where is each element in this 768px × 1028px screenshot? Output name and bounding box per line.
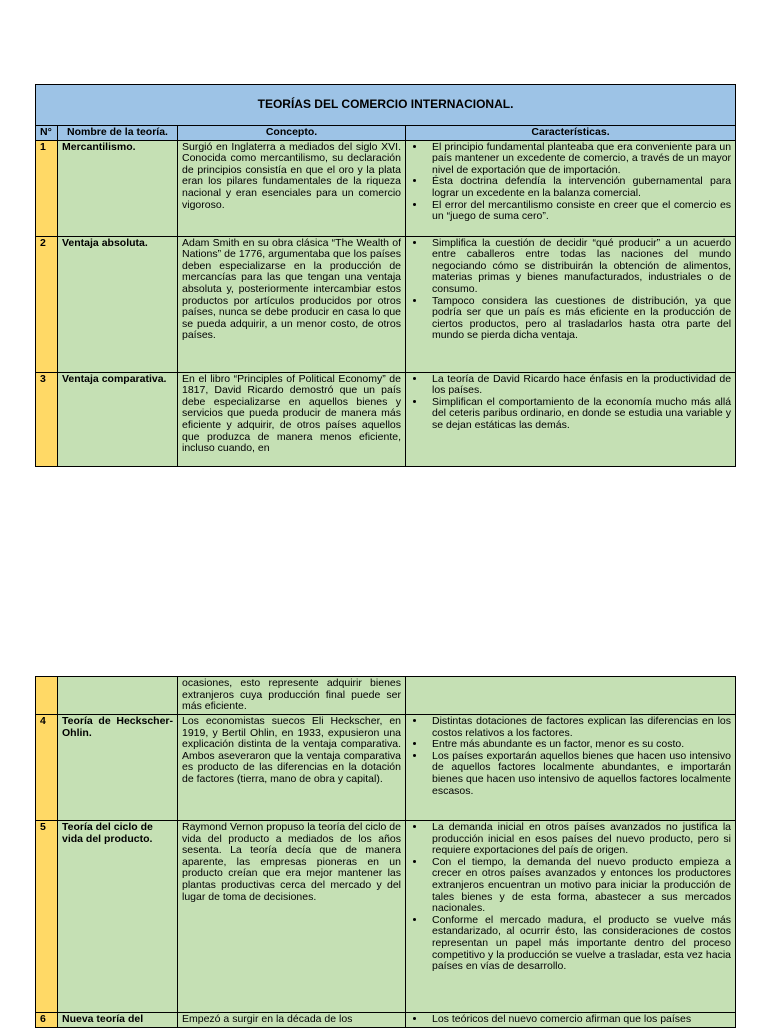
row-number: 2 (36, 236, 58, 372)
list-item: • Los países exportarán aquellos bienes que hacen uso intensivo de aquellos factores localmente abundantes, e importarán bienes que hacen uso intensivo de aquellos factores localmente escasos. (426, 751, 731, 797)
theories-table-page-1 (35, 84, 736, 467)
table-row (36, 372, 736, 466)
theory-concept: Adam Smith en su obra clásica “The Wealth of Nations” de 1776, argumentaba que los países deben especializarse en la producción de mercancías para las que tengan una ventaja absoluta y, posteriormente intercambiar estos productos por artículos producidos por otros países, nunca se debe producir en casa lo que se pueda adquirir, a un menor costo, de otros países. (178, 236, 406, 372)
header-characteristics: Características. (406, 126, 736, 141)
list-item: • El error del mercantilismo consiste en creer que el comercio es un “juego de suma cero”. (426, 200, 731, 223)
list-item: • Tampoco considera las cuestiones de distribución, ya que podría ser que un país es más eficiente en la producción de ciertos productos, pero al trasladarlos hasta otra parte del mundo se pierda dicha ventaja. (426, 296, 731, 342)
theory-name: Ventaja comparativa. (58, 372, 178, 466)
table-row (36, 715, 736, 821)
table-row (36, 236, 736, 372)
table-row (36, 677, 736, 715)
concept-continuation: ocasiones, esto represente adquirir bienes extranjeros cuya producción final puede ser más eficiente. (178, 677, 406, 715)
theory-concept: Empezó a surgir en la década de los (178, 1013, 406, 1028)
theory-name: Teoría del ciclo de vida del producto. (58, 821, 178, 1013)
table-title: TEORÍAS DEL COMERCIO INTERNACIONAL. (36, 85, 736, 126)
header-name: Nombre de la teoría. (58, 126, 178, 141)
theory-name: Teoría de Heckscher-Ohlin. (58, 715, 178, 821)
row-number: 5 (36, 821, 58, 1013)
list-item: • La teoría de David Ricardo hace énfasis en la productividad de los países. (426, 374, 731, 397)
row-number: 4 (36, 715, 58, 821)
list-item: • Simplifican el comportamiento de la economía mucho más allá del ceteris paribus ordinario, en donde se estudia una variable y se dejan estáticas las demás. (426, 397, 731, 432)
table-row (36, 821, 736, 1013)
theory-characteristics (406, 821, 736, 1013)
list-item: • Simplifica la cuestión de decidir “qué producir” a un acuerdo entre caballeros entre todas las naciones del mundo negociando cómo se distribuirán la obtención de alimentos, materias primas y bienes manufacturados, industriales o de consumo. (426, 238, 731, 296)
theory-characteristics (406, 140, 736, 236)
theory-concept: Los economistas suecos Eli Heckscher, en 1919, y Bertil Ohlin, en 1933, expusieron una explicación distinta de la ventaja comparativa. Ambos aseveraron que la ventaja comparativa es producto de las diferencias en la dotación de factores (tierra, mano de obra y capital). (178, 715, 406, 821)
theory-characteristics (406, 236, 736, 372)
header-concept: Concepto. (178, 126, 406, 141)
theory-name: Ventaja absoluta. (58, 236, 178, 372)
table-row (36, 1013, 736, 1028)
list-item: • Los teóricos del nuevo comercio afirman que los países (426, 1014, 731, 1026)
list-item: • La demanda inicial en otros países avanzados no justifica la producción inicial en esos países del nuevo producto, pero si requiere exportaciones del país de origen. (426, 822, 731, 857)
header-num: N° (36, 126, 58, 141)
row-number: 3 (36, 372, 58, 466)
theory-characteristics (406, 1013, 736, 1028)
row-number: 1 (36, 140, 58, 236)
list-item: • Ésta doctrina defendía la intervención gubernamental para lograr un excedente en la balanza comercial. (426, 176, 731, 199)
theory-concept: En el libro “Principles of Political Economy” de 1817, David Ricardo demostró que un país debe especializarse en aquellos bienes y servicios que pueda producir de manera más eficiente y adquirir, de otros países aquellos que produzca de manera menos eficiente, incluso cuando, en (178, 372, 406, 466)
theory-name: Mercantilismo. (58, 140, 178, 236)
header-row (36, 126, 736, 141)
theory-characteristics (406, 715, 736, 821)
list-item: • Conforme el mercado madura, el producto se vuelve más estandarizado, al ocurrir ésto, las consideraciones de costos representan un papel más importante dentro del proceso competitivo y la producción se vuelve a trasladar, esta vez hacia países en vías de desarrollo. (426, 915, 731, 973)
table-row (36, 140, 736, 236)
list-item: • El principio fundamental planteaba que era conveniente para un país mantener un excedente de comercio, a través de un mayor nivel de exportación que de importación. (426, 142, 731, 177)
list-item: • Entre más abundante es un factor, menor es su costo. (426, 739, 731, 751)
theory-concept: Raymond Vernon propuso la teoría del ciclo de vida del producto a mediados de los años sesenta. La teoría decía que de manera aparente, las empresas pioneras en un producto creían que era mejor mantener las plantas productivas cerca del mercado y del lugar de toma de decisiones. (178, 821, 406, 1013)
list-item: • Distintas dotaciones de factores explican las diferencias en los costos relativos a los factores. (426, 716, 731, 739)
list-item: • Con el tiempo, la demanda del nuevo producto empieza a crecer en otros países avanzados y entonces los productores extranjeros encuentran un motivo para iniciar la producción de tales bienes y de esta forma, abastecer a sus mercados nacionales. (426, 857, 731, 915)
theory-name: Nueva teoría del (58, 1013, 178, 1028)
theory-concept: Surgió en Inglaterra a mediados del siglo XVI. Conocida como mercantilismo, su declaración de principios consistía en que el oro y la plata eran los pilares fundamentales de la riqueza nacional y eran esenciales para un comercio vigoroso. (178, 140, 406, 236)
row-number: 6 (36, 1013, 58, 1028)
theories-table-page-2 (35, 676, 736, 1028)
theory-characteristics (406, 372, 736, 466)
